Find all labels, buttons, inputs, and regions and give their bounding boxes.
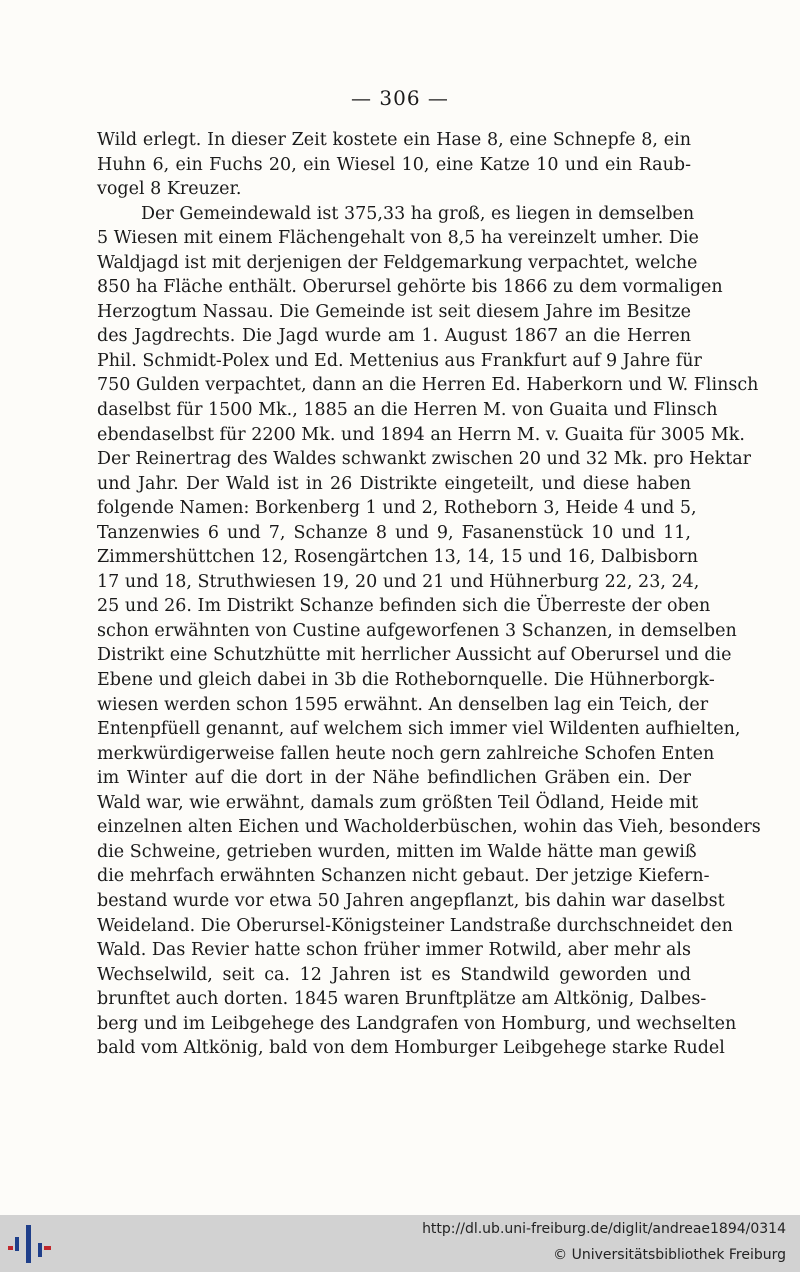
text-line: ebendaselbst für 2200 Mk. und 1894 an Herrn M. v. Guaita für 3005 Mk. bbox=[97, 424, 745, 445]
text-line: die mehrfach erwähnten Schanzen nicht gebaut. Der jetzige Kiefern- bbox=[97, 866, 710, 887]
text-line: die Schweine, getrieben wurden, mitten im Walde hätte man gewiß bbox=[97, 841, 697, 862]
text-line: Phil. Schmidt-Polex und Ed. Mettenius aus Frankfurt auf 9 Jahre für bbox=[97, 350, 702, 371]
text-line: vogel 8 Kreuzer. bbox=[97, 179, 242, 200]
text-line: Herzogtum Nassau. Die Gemeinde ist seit diesem Jahre im Besitze bbox=[97, 301, 691, 322]
text-line: 17 und 18, Struthwiesen 19, 20 und 21 und Hühnerburg 22, 23, 24, bbox=[97, 571, 700, 592]
text-line: Der Gemeindewald ist 375,33 ha groß, es liegen in demselben bbox=[141, 203, 695, 224]
text-line: berg und im Leibgehege des Landgrafen von Homburg, und wechselten bbox=[97, 1013, 737, 1034]
text-line: Huhn 6, ein Fuchs 20, ein Wiesel 10, eine Katze 10 und ein Raub- bbox=[97, 154, 691, 175]
text-line: bald vom Altkönig, bald von dem Homburger Leibgehege starke Rudel bbox=[97, 1038, 725, 1059]
text-line: wiesen werden schon 1595 erwähnt. An denselben lag ein Teich, der bbox=[97, 694, 709, 715]
text-line: brunftet auch dorten. 1845 waren Brunftplätze am Altkönig, Dalbes- bbox=[97, 989, 707, 1010]
text-line: schon erwähnten von Custine aufgeworfenen 3 Schanzen, in demselben bbox=[97, 620, 737, 641]
text-line: Weideland. Die Oberursel-Königsteiner Landstraße durchschneidet den bbox=[97, 915, 733, 936]
text-line: im Winter auf die dort in der Nähe befindlichen Gräben ein. Der bbox=[97, 768, 691, 789]
text-line: Wild erlegt. In dieser Zeit kostete ein Hase 8, eine Schnepfe 8, ein bbox=[97, 130, 691, 150]
text-line: und Jahr. Der Wald ist in 26 Distrikte eingeteilt, und diese haben bbox=[97, 473, 691, 494]
page-number: — 306 — bbox=[351, 86, 449, 110]
text-line: Der Reinertrag des Waldes schwankt zwischen 20 und 32 Mk. pro Hektar bbox=[97, 449, 752, 470]
body-text bbox=[97, 128, 761, 1061]
text-line: 5 Wiesen mit einem Flächengehalt von 8,5 ha vereinzelt umher. Die bbox=[97, 228, 699, 249]
text-line: Waldjagd ist mit derjenigen der Feldgemarkung verpachtet, welche bbox=[97, 252, 698, 273]
logo-bar-blue-center bbox=[26, 1225, 31, 1263]
text-line: Distrikt eine Schutzhütte mit herrlicher Aussicht auf Oberursel und die bbox=[97, 645, 732, 666]
logo-bar-red-left bbox=[8, 1246, 13, 1250]
text-line: 850 ha Fläche enthält. Oberursel gehörte bis 1866 zu dem vormaligen bbox=[97, 277, 723, 298]
logo-bar-blue-right bbox=[38, 1243, 42, 1257]
logo-bar-blue-left bbox=[15, 1237, 19, 1251]
text-line: daselbst für 1500 Mk., 1885 an die Herren M. von Guaita und Flinsch bbox=[97, 400, 718, 421]
text-line: Zimmershüttchen 12, Rosengärtchen 13, 14, 15 und 16, Dalbisborn bbox=[97, 547, 699, 568]
logo-bar-red-right bbox=[44, 1246, 51, 1250]
text-line: bestand wurde vor etwa 50 Jahren angepflanzt, bis dahin war daselbst bbox=[97, 890, 725, 911]
text-line: Wald war, wie erwähnt, damals zum größten Teil Ödland, Heide mit bbox=[97, 792, 699, 813]
viewer-footer bbox=[0, 1215, 800, 1272]
text-line: des Jagdrechts. Die Jagd wurde am 1. August 1867 an die Herren bbox=[97, 326, 691, 347]
text-line: 25 und 26. Im Distrikt Schanze befinden sich die Überreste der oben bbox=[97, 596, 711, 617]
copyright-text: © Universitätsbibliothek Freiburg bbox=[553, 1247, 786, 1263]
text-line: 750 Gulden verpachtet, dann an die Herren Ed. Haberkorn und W. Flinsch bbox=[97, 375, 759, 396]
text-line: Wechselwild, seit ca. 12 Jahren ist es Standwild geworden und bbox=[97, 964, 691, 985]
text-line: einzelnen alten Eichen und Wacholderbüschen, wohin das Vieh, besonders bbox=[97, 817, 761, 838]
text-line: Tanzenwies 6 und 7, Schanze 8 und 9, Fasanenstück 10 und 11, bbox=[97, 522, 691, 543]
text-line: merkwürdigerweise fallen heute noch gern zahlreiche Schofen Enten bbox=[97, 743, 715, 764]
ub-freiburg-logo-icon[interactable] bbox=[8, 1223, 52, 1265]
text-line: Wald. Das Revier hatte schon früher immer Rotwild, aber mehr als bbox=[97, 940, 691, 961]
permalink-link[interactable]: http://dl.ub.uni-freiburg.de/diglit/andreae1894/0314 bbox=[422, 1221, 786, 1237]
text-line: folgende Namen: Borkenberg 1 und 2, Rotheborn 3, Heide 4 und 5, bbox=[97, 498, 697, 519]
text-line: Ebene und gleich dabei in 3b die Rothebornquelle. Die Hühnerborgk- bbox=[97, 670, 715, 691]
text-line: Entenpfüell genannt, auf welchem sich immer viel Wildenten aufhielten, bbox=[97, 719, 741, 740]
